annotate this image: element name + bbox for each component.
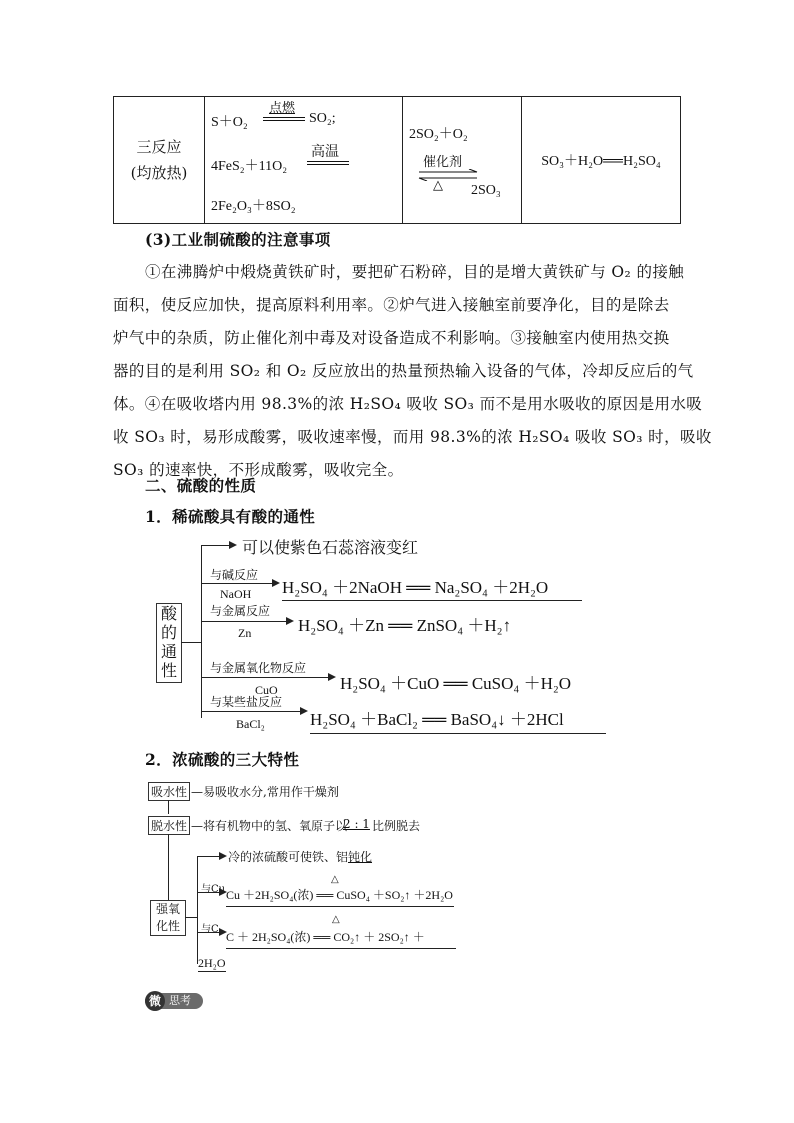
think-badge: [145, 993, 203, 1009]
sub1-heading: 1．稀硫酸具有酸的通性: [145, 507, 316, 526]
eq2-condition: 高温: [311, 145, 339, 160]
eq3-right: 2SO₃: [471, 183, 501, 198]
eq1-right: SO₂;: [309, 111, 336, 126]
branch2-line: [201, 583, 273, 584]
p3-b3-tail: 2H₂O: [198, 956, 226, 970]
concentrated-acid-diagram: [146, 780, 466, 980]
branch3-top: 与金属反应: [210, 604, 271, 618]
branch3-line: [201, 621, 287, 622]
eq2-left: 4FeS₂＋11O₂: [211, 159, 288, 174]
branch1-line: [201, 545, 229, 546]
box-char: 酸: [160, 604, 177, 623]
reversible-arrow-icon: [417, 169, 479, 181]
box-char: 性: [160, 661, 177, 680]
branch3-bottom: Zn: [238, 626, 252, 640]
eq4: SO₃＋H₂O══H₂SO₄: [541, 154, 661, 169]
badge-char: 微: [145, 991, 165, 1011]
connector: [168, 834, 169, 900]
p3-b2-equation: Cu ＋2H₂SO₄(浓) ══ CuSO₄ ＋SO₂↑ ＋2H₂O: [226, 886, 454, 907]
row-label-2: (均放热): [130, 164, 188, 182]
arrow-icon: [272, 579, 280, 587]
branch-trunk: [197, 856, 198, 964]
eq3-condition-top: 催化剂: [423, 154, 463, 169]
arrow-icon: [229, 541, 237, 549]
p3-b3-cond: 与C: [201, 924, 219, 935]
branch2-bottom: NaOH: [220, 587, 252, 601]
branch2-equation: H₂SO₄ ＋2NaOH ══ Na₂SO₄ ＋2H₂O: [282, 573, 582, 601]
arrow-icon: [219, 852, 227, 860]
branch5-equation: H₂SO₄ ＋BaCl₂ ══ BaSO₄↓ ＋2HCl: [310, 705, 606, 734]
p3-label-line: 化性: [155, 919, 180, 933]
arrow-icon: [300, 707, 308, 715]
p2-label: 脱水性: [148, 816, 190, 835]
p3-b1-line: [197, 856, 219, 857]
eq2-double-line: [307, 161, 349, 165]
connector: [181, 642, 201, 643]
paragraph-line: 面积，使反应加快，提高原料利用率。②炉气进入接触室前要净化，目的是除去: [113, 296, 670, 314]
box-char: 的: [160, 623, 177, 642]
branch2-top: 与碱反应: [210, 568, 259, 582]
p3-b1-underlined: 钝化: [348, 850, 373, 864]
dilute-acid-diagram: [150, 535, 620, 745]
p3-label-line: 强氧: [155, 902, 180, 916]
row-label-cell: [114, 97, 205, 224]
eq1-left: S＋O₂: [211, 115, 248, 130]
branch5-line: [201, 711, 301, 712]
acid-properties-box: [156, 603, 182, 683]
section-two-heading: 二、硫酸的性质: [145, 476, 257, 495]
eq3-condition-bottom: △: [433, 177, 443, 192]
p3-b3-heat: △: [332, 914, 340, 925]
p2-text-b: 比例脱去: [372, 819, 421, 833]
branch4-top: 与金属氧化物反应: [210, 661, 307, 675]
reaction-table: [113, 96, 681, 224]
p1-label: 吸水性: [148, 782, 190, 801]
paragraph-line: 体。④在吸收塔内用 98.3%的浓 H₂SO₄ 吸收 SO₃ 而不是用水吸收的原因是用水吸: [113, 395, 703, 413]
badge-text: 思考: [169, 994, 191, 1007]
eq1-double-line: [263, 117, 305, 121]
paragraph-line: 炉气中的杂质，防止催化剂中毒及对设备造成不利影响。③接触室内使用热交换: [113, 329, 670, 347]
connector: [185, 917, 197, 918]
eq2-right: 2Fe₂O₃＋8SO₂: [211, 199, 296, 214]
p3-label-box: [150, 900, 186, 936]
p1-text: —易吸收水分,常用作干燥剂: [191, 785, 339, 799]
eq1-condition: 点燃: [269, 100, 296, 115]
branch3-equation: H₂SO₄ ＋Zn ══ ZnSO₄ ＋H₂↑: [298, 616, 512, 635]
eq3-left: 2SO₂＋O₂: [409, 127, 468, 142]
paragraph-line: ①在沸腾炉中煅烧黄铁矿时，要把矿石粉碎，目的是增大黄铁矿与 O₂ 的接触: [145, 263, 685, 281]
paragraph-line: 收 SO₃ 时，易形成酸雾，吸收速率慢，而用 98.3%的浓 H₂SO₄ 吸收 SO₃ 时，吸收: [113, 428, 712, 446]
p3-b2-heat: △: [331, 874, 339, 885]
p3-b3-line: [197, 932, 219, 933]
sub2-heading: 2．浓硫酸的三大特性: [145, 750, 300, 769]
row-label-1: 三反应: [136, 138, 182, 156]
connector: [168, 800, 169, 814]
section3-paragraph: [113, 256, 712, 487]
branch5-bottom: BaCl₂: [236, 717, 265, 731]
p3-b3-equation: C ＋ 2H₂SO₄(浓) ══ CO₂↑ ＋ 2SO₂↑ ＋: [226, 928, 456, 949]
branch1-text: 可以使紫色石蕊溶液变红: [242, 538, 419, 557]
paragraph-line: SO₃ 的速率快，不形成酸雾，吸收完全。: [113, 461, 404, 479]
equation-cell-3: [522, 97, 681, 224]
arrow-icon: [286, 617, 294, 625]
equation-cell-1: [205, 97, 403, 224]
branch4-equation: H₂SO₄ ＋CuO ══ CuSO₄ ＋H₂O: [340, 674, 572, 693]
equation-cell-2: [403, 97, 522, 224]
branch4-bottom: CuO: [255, 683, 278, 697]
section3-heading: (3)工业制硫酸的注意事项: [145, 230, 331, 249]
arrow-icon: [328, 673, 336, 681]
p3-b2-line: [197, 892, 219, 893]
p3-b2-cond: 与Cu: [201, 884, 226, 895]
paragraph-line: 器的目的是利用 SO₂ 和 O₂ 反应放出的热量预热输入设备的气体，冷却反应后的气: [113, 362, 694, 380]
p2-text-a: —将有机物中的氢、氧原子以: [191, 819, 348, 833]
p2-ratio: 2 : 1: [343, 817, 370, 831]
box-char: 通: [160, 642, 177, 661]
branch5-top: 与某些盐反应: [210, 695, 283, 709]
branch-trunk: [201, 545, 202, 718]
p3-b1-text: 冷的浓硫酸可使铁、铝: [228, 850, 349, 864]
branch4-line: [201, 677, 329, 678]
